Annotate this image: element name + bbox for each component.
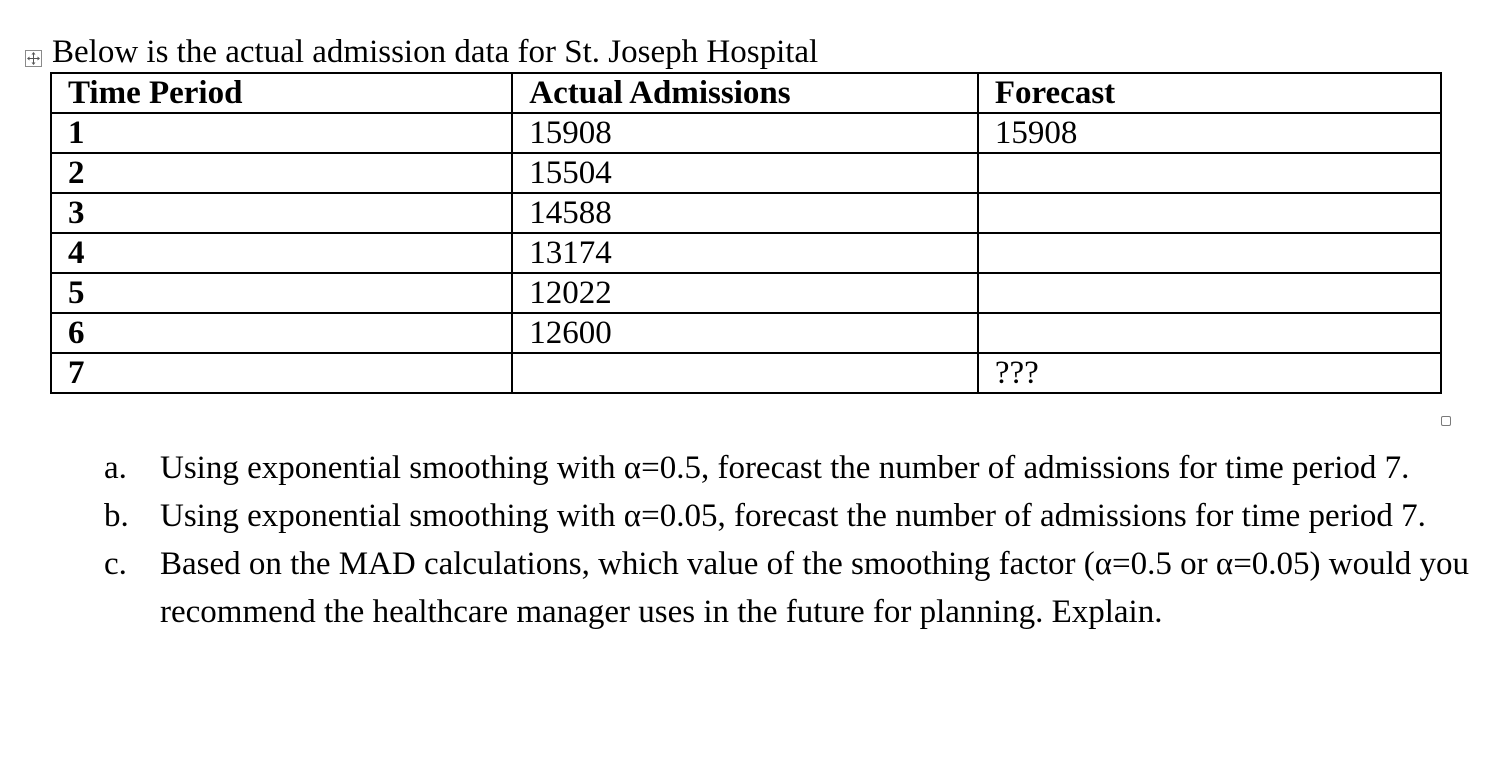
cell-actual [512,353,978,393]
cell-period: 1 [51,113,512,153]
table-row [51,353,1441,393]
question-item [100,444,1490,492]
question-text: Using exponential smoothing with α=0.05, forecast the number of admissions for time period 7. [160,498,1426,534]
cell-period: 5 [51,273,512,313]
cell-period: 6 [51,313,512,353]
table-resize-handle[interactable] [1441,416,1451,426]
table-row [51,193,1441,233]
cell-forecast [978,233,1441,273]
table-row [51,113,1441,153]
cell-forecast [978,313,1441,353]
header-time-period: Time Period [51,73,512,113]
header-actual-admissions: Actual Admissions [512,73,978,113]
question-marker: b. [104,498,129,534]
question-text: Based on the MAD calculations, which value of the smoothing factor (α=0.5 or α=0.05) would you recommend the healthcare manager uses in the future for planning. Explain. [160,546,1470,630]
table-row [51,233,1441,273]
cell-period: 2 [51,153,512,193]
cell-forecast [978,153,1441,193]
table-header-row [51,73,1441,113]
question-item [100,492,1490,540]
cell-period: 3 [51,193,512,233]
cell-forecast: 15908 [978,113,1441,153]
question-list [100,444,1490,636]
cell-forecast [978,193,1441,233]
table-move-handle-icon[interactable] [25,50,42,67]
admissions-table [50,72,1442,394]
cell-period: 4 [51,233,512,273]
cell-actual: 13174 [512,233,978,273]
cell-actual: 15504 [512,153,978,193]
table-row [51,313,1441,353]
question-text: Using exponential smoothing with α=0.5, forecast the number of admissions for time period 7. [160,450,1410,486]
table-row [51,153,1441,193]
cell-actual: 15908 [512,113,978,153]
header-forecast: Forecast [978,73,1441,113]
cell-period: 7 [51,353,512,393]
cell-forecast [978,273,1441,313]
cell-actual: 14588 [512,193,978,233]
cell-actual: 12600 [512,313,978,353]
cell-forecast: ??? [978,353,1441,393]
question-item [100,540,1490,636]
question-marker: a. [104,450,127,486]
table-row [51,273,1441,313]
question-marker: c. [104,546,127,582]
intro-text: Below is the actual admission data for St. Joseph Hospital [52,34,819,70]
cell-actual: 12022 [512,273,978,313]
